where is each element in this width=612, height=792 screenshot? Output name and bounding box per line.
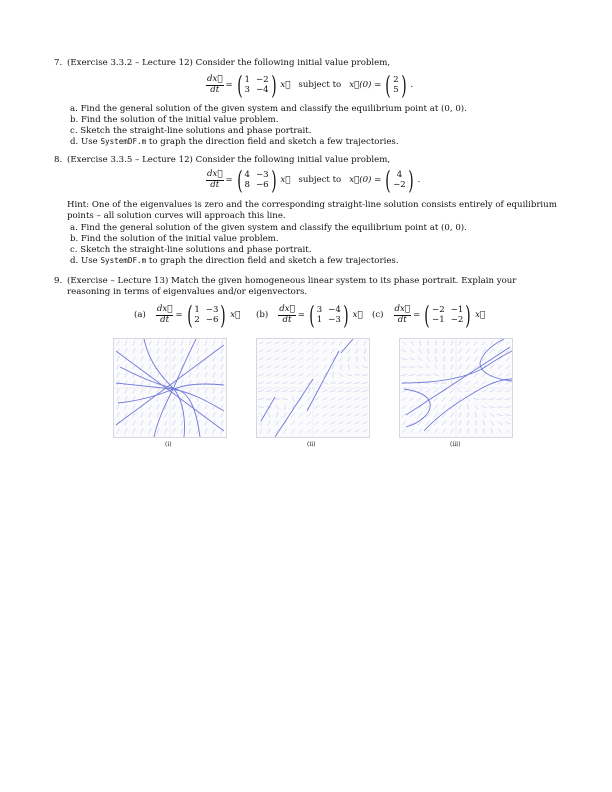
system-c: (c) $\frac{dx⃗}{dt}$ = ( −2 −1 −1 −2 ) x⃗ <box>372 301 486 330</box>
problem-number: 7. <box>54 58 63 68</box>
trajectories <box>400 339 512 437</box>
problem-8-hint <box>56 200 560 222</box>
problem-number: 8. <box>54 155 63 165</box>
problem-9 <box>56 276 560 298</box>
problem-8 <box>56 155 560 166</box>
problem-statement: (Exercise 3.3.5 – Lecture 12) Consider the following initial value problem, <box>67 155 391 165</box>
part-b: b. Find the solution of the initial value problem. <box>70 234 279 244</box>
part-c: c. Sketch the straight-line solutions and phase portrait. <box>70 126 312 136</box>
part-d: d. Use SystemDF.m to graph the direction field and sketch a few trajectories. <box>70 256 399 266</box>
coefficient-matrix: ( 4 −3 8 −6 ) <box>236 166 277 195</box>
part-a: a. Find the general solution of the given system and classify the equilibrium point at (0, 0). <box>70 104 467 114</box>
phase-portrait-i <box>113 338 227 438</box>
caption-i: (i) <box>165 441 172 448</box>
phase-portrait-ii <box>256 338 370 438</box>
hint-text: Hint: One of the eigenvalues is zero and the corresponding straight-line solution consists entirely of equilibrium points – all solution curves will approach this line. <box>67 200 557 222</box>
coefficient-matrix: ( 1 −2 3 −4 ) <box>236 71 277 100</box>
code-filename: SystemDF.m <box>100 256 147 265</box>
caption-ii: (ii) <box>307 441 316 448</box>
system-a: (a) $\frac{dx⃗}{dt}$ = ( 1 −3 2 −6 ) x⃗ <box>134 301 241 330</box>
caption-iii: (iii) <box>450 441 461 448</box>
ivp-equation-8: $\frac{dx⃗}{dt}$ = ( 4 −3 8 −6 ) x⃗ subject to x⃗(0) = ( 4 −2 ) . <box>207 166 421 195</box>
ivp-equation-7: $\frac{dx⃗}{dt}$ = ( 1 −2 3 −4 ) x⃗ subject to x⃗(0) = ( 2 5 ) . <box>207 71 414 100</box>
coefficient-matrix: ( 1 −3 2 −6 ) <box>186 301 227 330</box>
problem-number: 9. <box>54 276 63 286</box>
trajectories <box>114 339 226 437</box>
problem-statement: (Exercise – Lecture 13) Match the given homogeneous linear system to its phase portrait. Explain your reasoning in terms of eigenvalues and/or eigenvectors. <box>67 276 517 298</box>
problem-7 <box>56 58 560 69</box>
part-c: c. Sketch the straight-line solutions and phase portrait. <box>70 245 312 255</box>
trajectories <box>257 339 369 437</box>
phase-portrait-iii <box>399 338 513 438</box>
derivative: $\frac{dx⃗}{dt}$ <box>207 74 223 95</box>
coefficient-matrix: ( 3 −4 1 −3 ) <box>309 301 349 330</box>
initial-vector: ( 2 5 ) <box>385 71 407 100</box>
part-b: b. Find the solution of the initial value problem. <box>70 115 279 125</box>
part-d: d. Use SystemDF.m to graph the direction field and sketch a few trajectories. <box>70 137 399 147</box>
initial-vector: ( 4 −2 ) <box>385 166 414 195</box>
problem-statement: (Exercise 3.3.2 – Lecture 12) Consider the following initial value problem, <box>67 58 391 68</box>
system-b: (b) $\frac{dx⃗}{dt}$ = ( 3 −4 1 −3 ) x⃗ <box>256 301 363 330</box>
code-filename: SystemDF.m <box>100 137 147 146</box>
coefficient-matrix: ( −2 −1 −1 −2 ) <box>424 301 471 330</box>
derivative: $\frac{dx⃗}{dt}$ <box>207 169 223 190</box>
part-a: a. Find the general solution of the given system and classify the equilibrium point at (0, 0). <box>70 223 467 233</box>
